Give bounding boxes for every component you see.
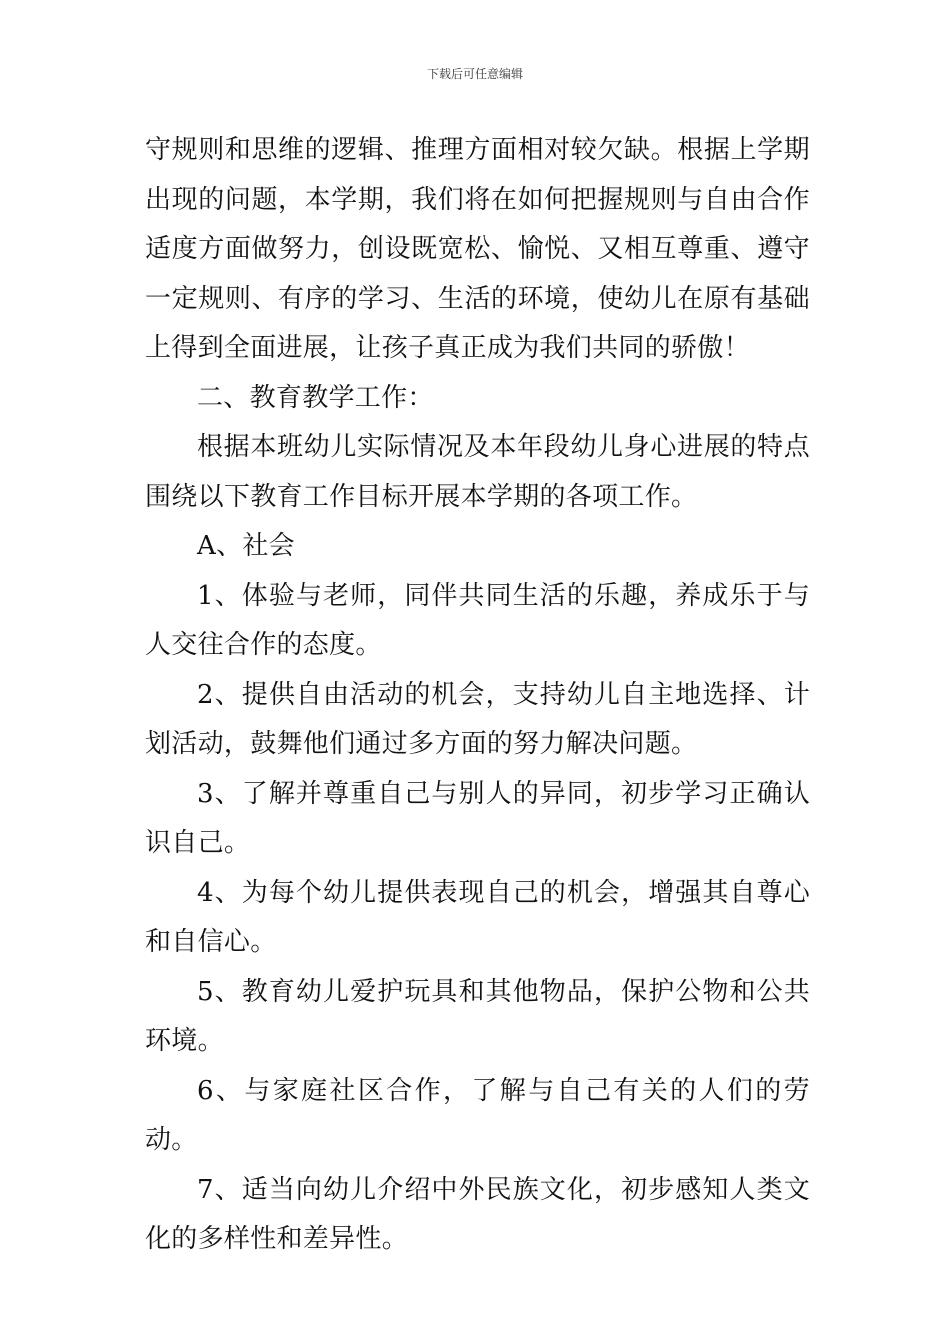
- document-body: [145, 126, 810, 1265]
- list-item-7: 7、适当向幼儿介绍中外民族文化，初步感知人类文化的多样性和差异性。: [145, 1174, 810, 1254]
- list-item-2: 2、提供自由活动的机会，支持幼儿自主地选择、计划活动，鼓舞他们通过多方面的努力解决问题。: [145, 679, 810, 759]
- section-heading-teaching: 二、教育教学工作：: [197, 382, 434, 413]
- list-item-6: 6、与家庭社区合作，了解与自己有关的人们的劳动。: [145, 1075, 810, 1155]
- list-item-5: 5、教育幼儿爱护玩具和其他物品，保护公物和公共环境。: [145, 976, 810, 1056]
- subheading-social: A、社会: [197, 531, 295, 561]
- paragraph-intro-continued: 守规则和思维的逻辑、推理方面相对较欠缺。根据上学期出现的问题，本学期，我们将在如何把握规则与自由合作适度方面做努力，创设既宽松、愉悦、又相互尊重、遵守一定规则、有序的学习、生活的环境，使幼儿在原有基础上得到全面进展，让孩子真正成为我们共同的骄傲！: [145, 135, 810, 363]
- page-header: 下载后可任意编辑: [426, 67, 523, 81]
- list-item-4: 4、为每个幼儿提供表现自己的机会，增强其自尊心和自信心。: [145, 877, 810, 957]
- paragraph-teaching-goals: 根据本班幼儿实际情况及本年段幼儿身心进展的特点围绕以下教育工作目标开展本学期的各项工作。: [145, 432, 810, 512]
- list-item-1: 1、体验与老师，同伴共同生活的乐趣，养成乐于与人交往合作的态度。: [145, 580, 810, 660]
- list-item-3: 3、了解并尊重自己与别人的异同，初步学习正确认识自己。: [145, 778, 810, 858]
